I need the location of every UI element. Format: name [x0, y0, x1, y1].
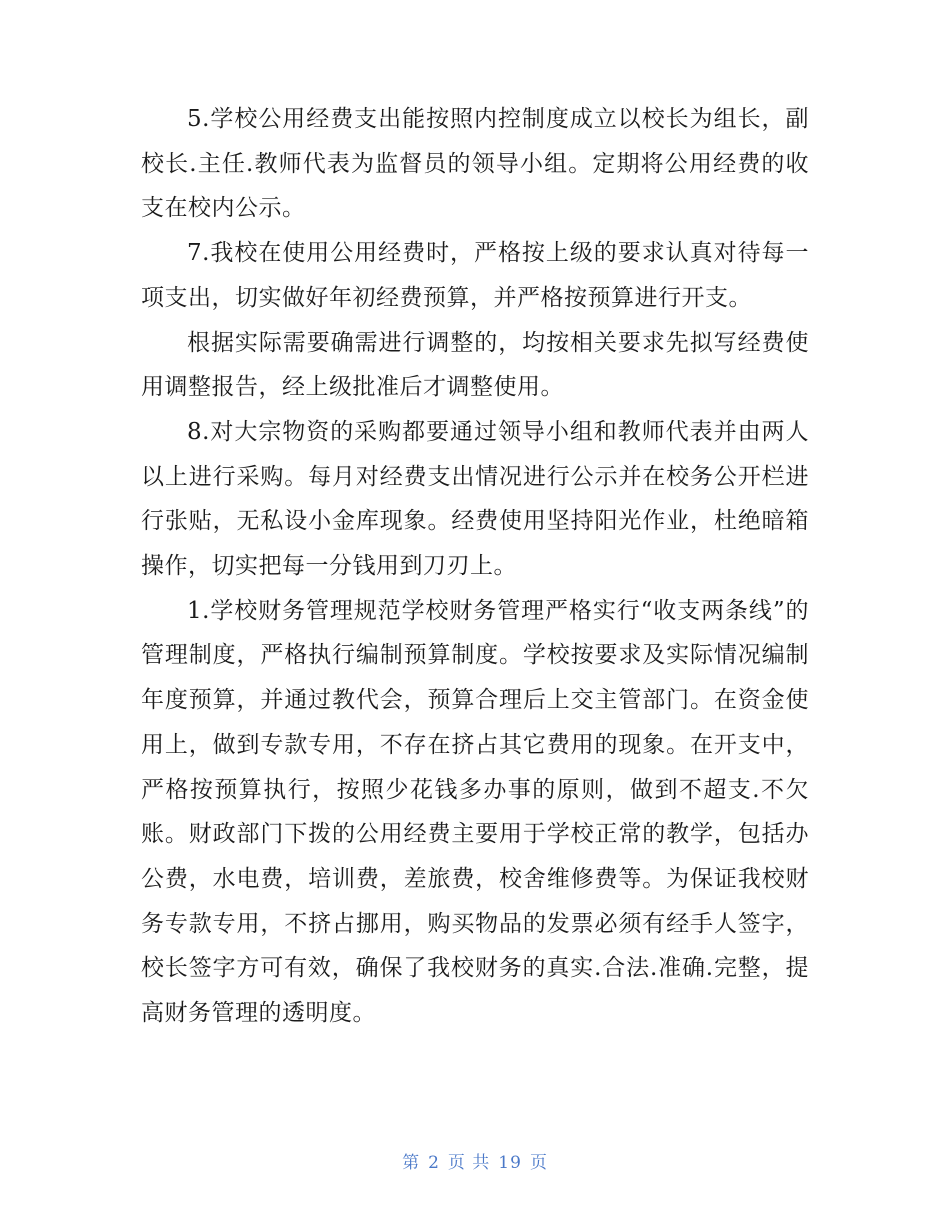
footer-suffix: 页: [529, 1153, 548, 1173]
document-body: [141, 97, 809, 1036]
current-page-number: 2: [428, 1153, 440, 1173]
paragraph-item-8: 8.对大宗物资的采购都要通过领导小组和教师代表并由两人以上进行采购。每月对经费支出情况进行公示并在校务公开栏进行张贴，无私设小金库现象。经费使用坚持阳光作业，杜绝暗箱操作，切实把每一分钱用到刀刃上。: [141, 418, 809, 580]
footer-middle: 页 共: [447, 1153, 491, 1173]
page-number-footer: [0, 1148, 950, 1173]
paragraph-item-1: 1.学校财务管理规范学校财务管理严格实行“收支两条线”的管理制度，严格执行编制预算制度。学校按要求及实际情况编制年度预算，并通过教代会，预算合理后上交主管部门。在资金使用上，做到专款专用，不存在挤占其它费用的现象。在开支中，严格按预算执行，按照少花钱多办事的原则，做到不超支.不欠账。财政部门下拨的公用经费主要用于学校正常的教学，包括办公费，水电费，培训费，差旅费，校舍维修费等。为保证我校财务专款专用，不挤占挪用，购买物品的发票必须有经手人签字，校长签字方可有效，确保了我校财务的真实.合法.准确.完整，提高财务管理的透明度。: [141, 597, 809, 1027]
footer-prefix: 第: [402, 1153, 421, 1173]
paragraph-item-5: 5.学校公用经费支出能按照内控制度成立以校长为组长，副校长.主任.教师代表为监督员的领导小组。定期将公用经费的收支在校内公示。: [141, 106, 809, 222]
total-page-count: 19: [498, 1153, 522, 1173]
paragraph-adjustment: 根据实际需要确需进行调整的，均按相关要求先拟写经费使用调整报告，经上级批准后才调整使用。: [141, 329, 809, 401]
paragraph-item-7: 7.我校在使用公用经费时，严格按上级的要求认真对待每一项支出，切实做好年初经费预算，并严格按预算进行开支。: [141, 240, 809, 311]
